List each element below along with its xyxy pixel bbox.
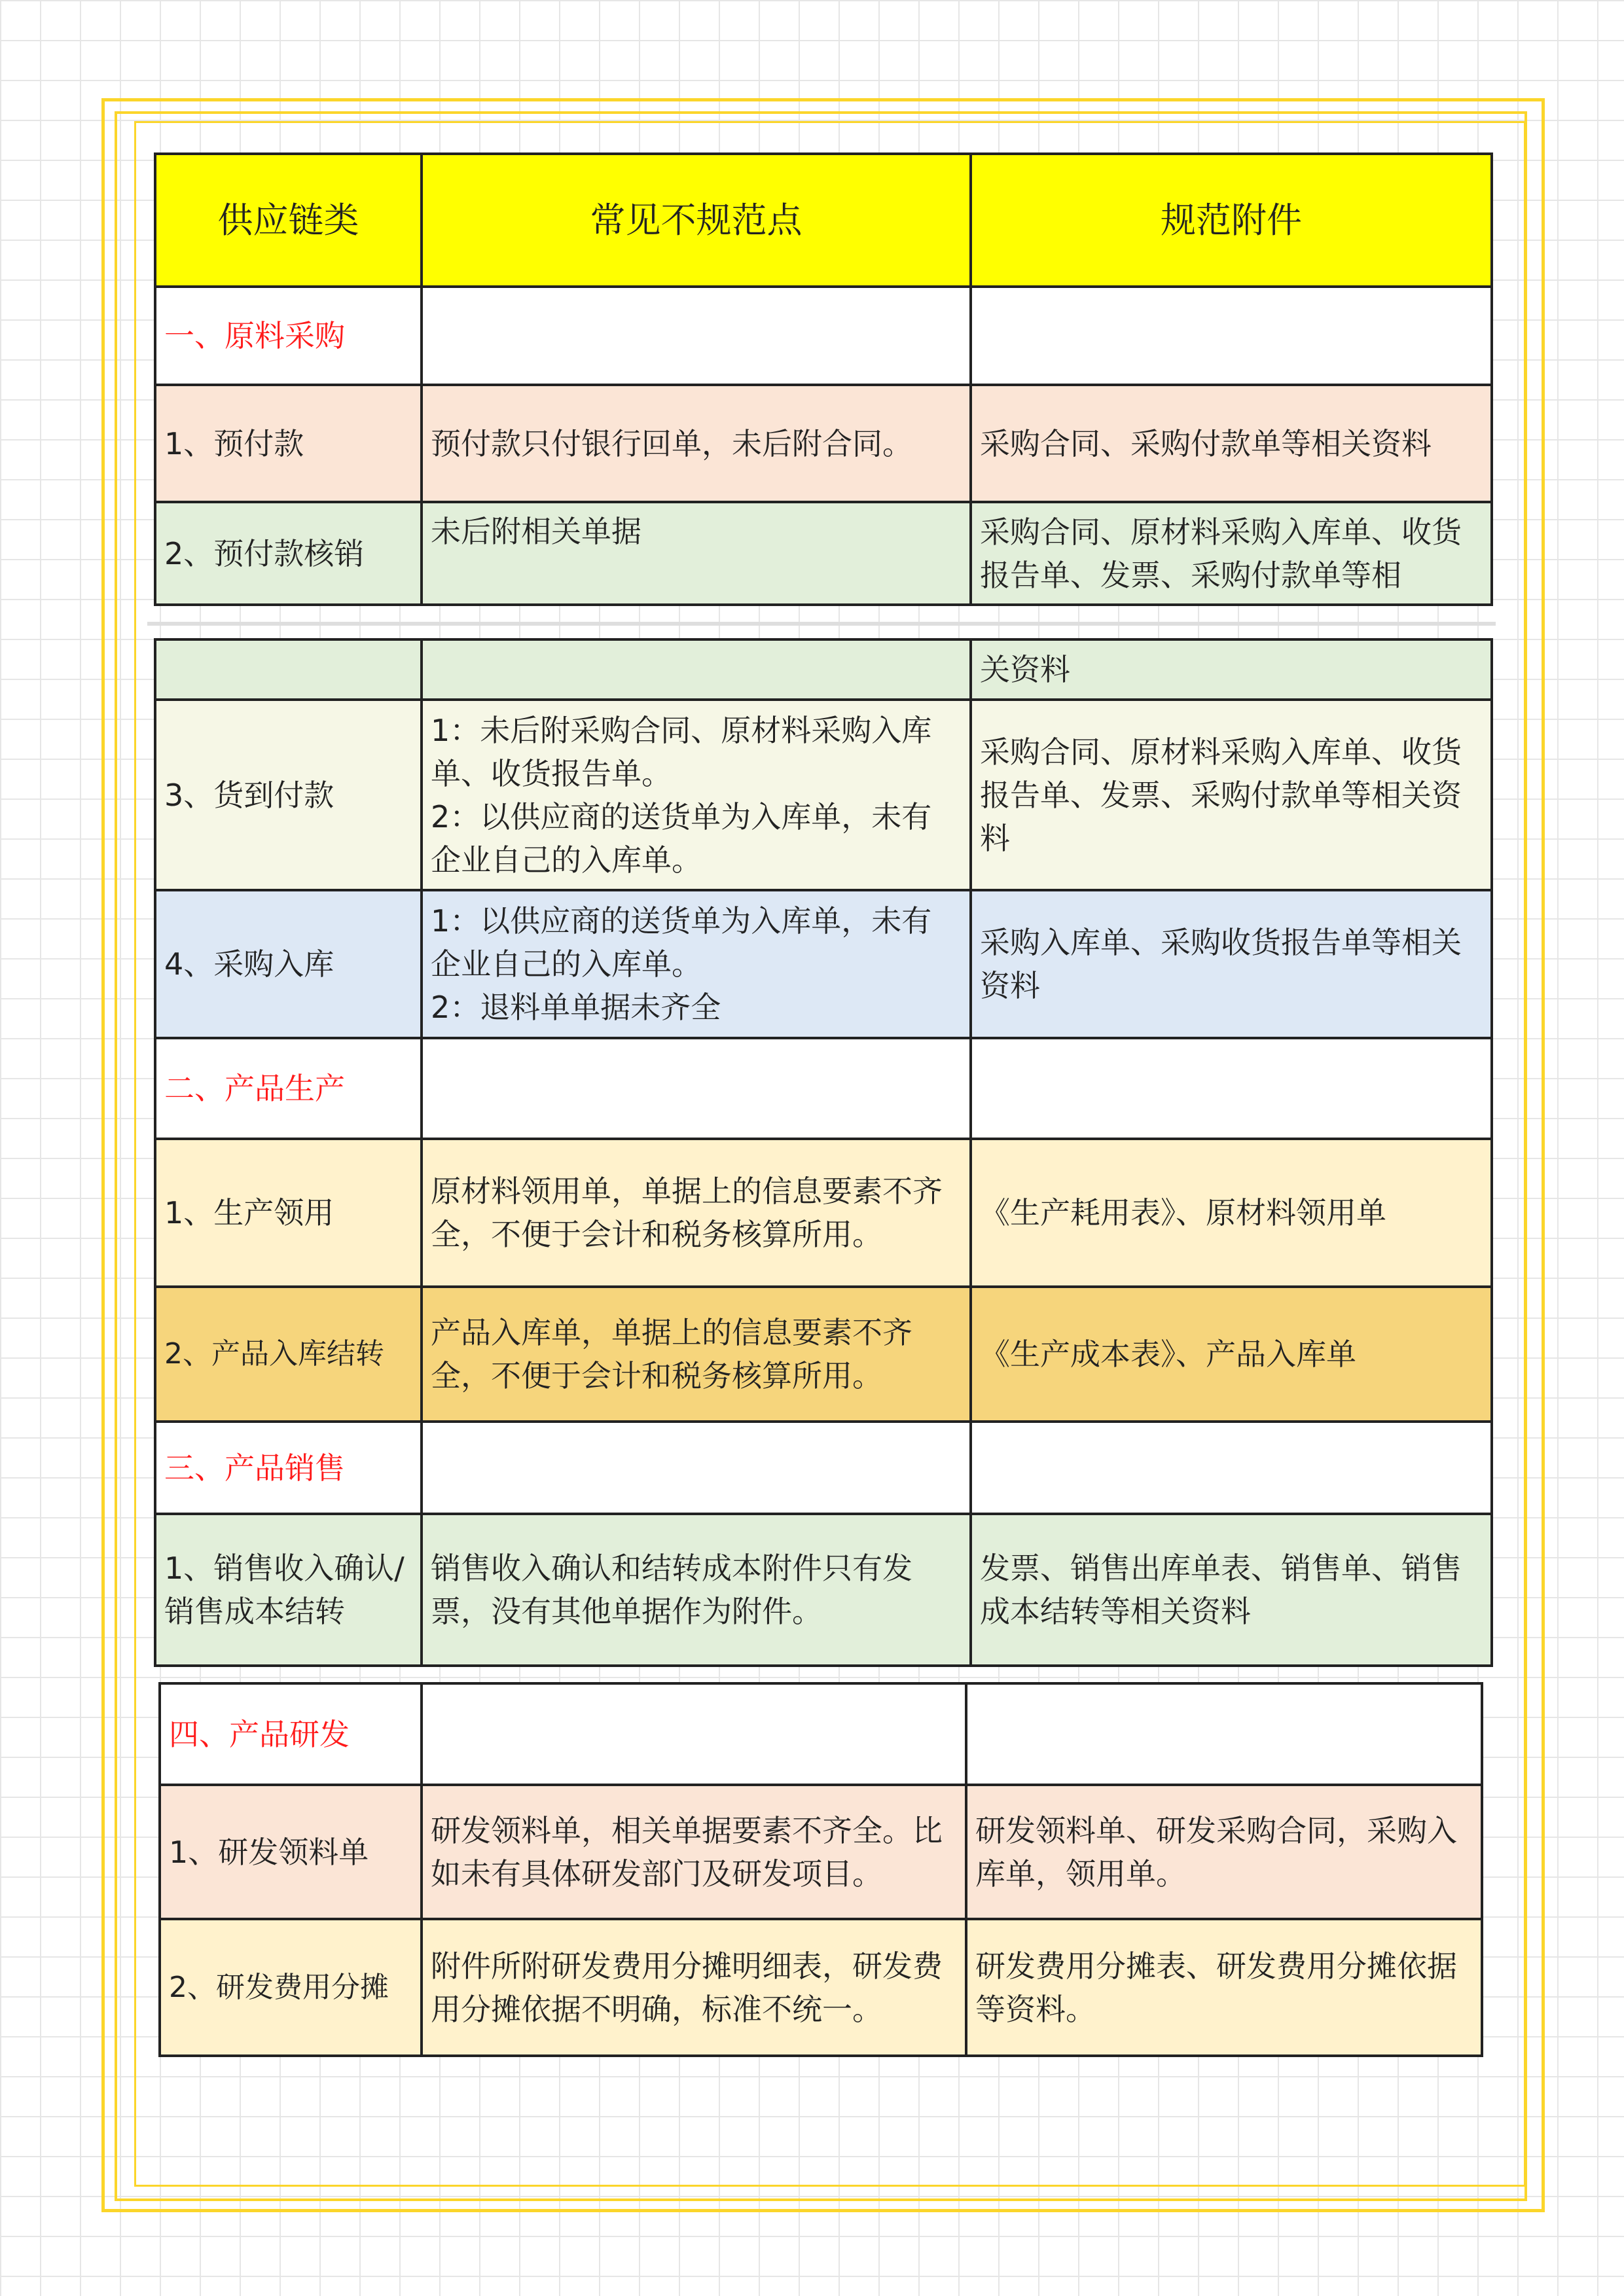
section-row (155, 1422, 1492, 1514)
issue-line: 1：以供应商的送货单为入库单，未有企业自己的入库单。 (431, 903, 932, 982)
page-break (147, 622, 1496, 626)
item-cell: 4、采购入库 (155, 890, 422, 1038)
header-issue: 常见不规范点 (422, 154, 971, 287)
item-cell: 1、销售收入确认/销售成本结转 (155, 1514, 422, 1666)
section-title: 二、产品生产 (155, 1038, 422, 1139)
issue-cell: 未后附相关单据 (422, 502, 971, 605)
section-title: 四、产品研发 (160, 1683, 422, 1785)
table-row (155, 502, 1492, 605)
table-row (155, 1514, 1492, 1666)
attachment-cell: 研发领料单、研发采购合同，采购入库单，领用单。 (966, 1785, 1482, 1919)
section-row (155, 287, 1492, 385)
issue-line: 2：退料单单据未齐全 (431, 990, 721, 1025)
item-cell: 1、预付款 (155, 385, 422, 502)
issue-cell: 原材料领用单，单据上的信息要素不齐全，不便于会计和税务核算所用。 (422, 1139, 971, 1287)
table-header-row (155, 154, 1492, 287)
header-category: 供应链类 (155, 154, 422, 287)
attachment-cell: 《生产耗用表》、原材料领用单 (971, 1139, 1492, 1287)
item-cell: 1、研发领料单 (160, 1785, 422, 1919)
table-part-1 (154, 152, 1493, 606)
issue-line: 1：未后附采购合同、原材料采购入库单、收货报告单。 (431, 712, 932, 791)
attachment-cell: 采购合同、采购付款单等相关资料 (971, 385, 1492, 502)
attachment-cell: 采购入库单、采购收货报告单等相关资料 (971, 890, 1492, 1038)
issue-cell: 研发领料单，相关单据要素不齐全。比如未有具体研发部门及研发项目。 (422, 1785, 966, 1919)
table-part-3 (158, 1682, 1483, 2057)
issue-cell: 产品入库单，单据上的信息要素不齐全，不便于会计和税务核算所用。 (422, 1287, 971, 1422)
item-cell: 2、产品入库结转 (155, 1287, 422, 1422)
table-row (160, 1785, 1482, 1919)
item-cell: 1、生产领用 (155, 1139, 422, 1287)
table-part-2 (154, 638, 1493, 1667)
attachment-cell: 采购合同、原材料采购入库单、收货报告单、发票、采购付款单等相 (971, 502, 1492, 605)
attachment-cell: 关资料 (971, 639, 1492, 700)
item-cell: 3、货到付款 (155, 700, 422, 890)
section-title: 三、产品销售 (155, 1422, 422, 1514)
issue-cell: 附件所附研发费用分摊明细表，研发费用分摊依据不明确，标准不统一。 (422, 1919, 966, 2056)
issue-cell: 预付款只付银行回单，未后附合同。 (422, 385, 971, 502)
section-row (155, 1038, 1492, 1139)
header-attachment: 规范附件 (971, 154, 1492, 287)
issue-cell: 销售收入确认和结转成本附件只有发票，没有其他单据作为附件。 (422, 1514, 971, 1666)
issue-line: 2：以供应商的送货单为入库单，未有企业自己的入库单。 (431, 798, 932, 878)
section-title: 一、原料采购 (155, 287, 422, 385)
attachment-cell: 采购合同、原材料采购入库单、收货报告单、发票、采购付款单等相关资料 (971, 700, 1492, 890)
issue-cell (422, 700, 971, 890)
table-row (160, 1919, 1482, 2056)
table-row (155, 1139, 1492, 1287)
table-row (155, 890, 1492, 1038)
table-row-continued (155, 639, 1492, 700)
attachment-cell: 《生产成本表》、产品入库单 (971, 1287, 1492, 1422)
table-row (155, 385, 1492, 502)
table-row (155, 1287, 1492, 1422)
attachment-cell: 发票、销售出库单表、销售单、销售成本结转等相关资料 (971, 1514, 1492, 1666)
table-row (155, 700, 1492, 890)
issue-cell (422, 890, 971, 1038)
section-row (160, 1683, 1482, 1785)
attachment-cell: 研发费用分摊表、研发费用分摊依据等资料。 (966, 1919, 1482, 2056)
item-cell: 2、研发费用分摊 (160, 1919, 422, 2056)
item-cell: 2、预付款核销 (155, 502, 422, 605)
